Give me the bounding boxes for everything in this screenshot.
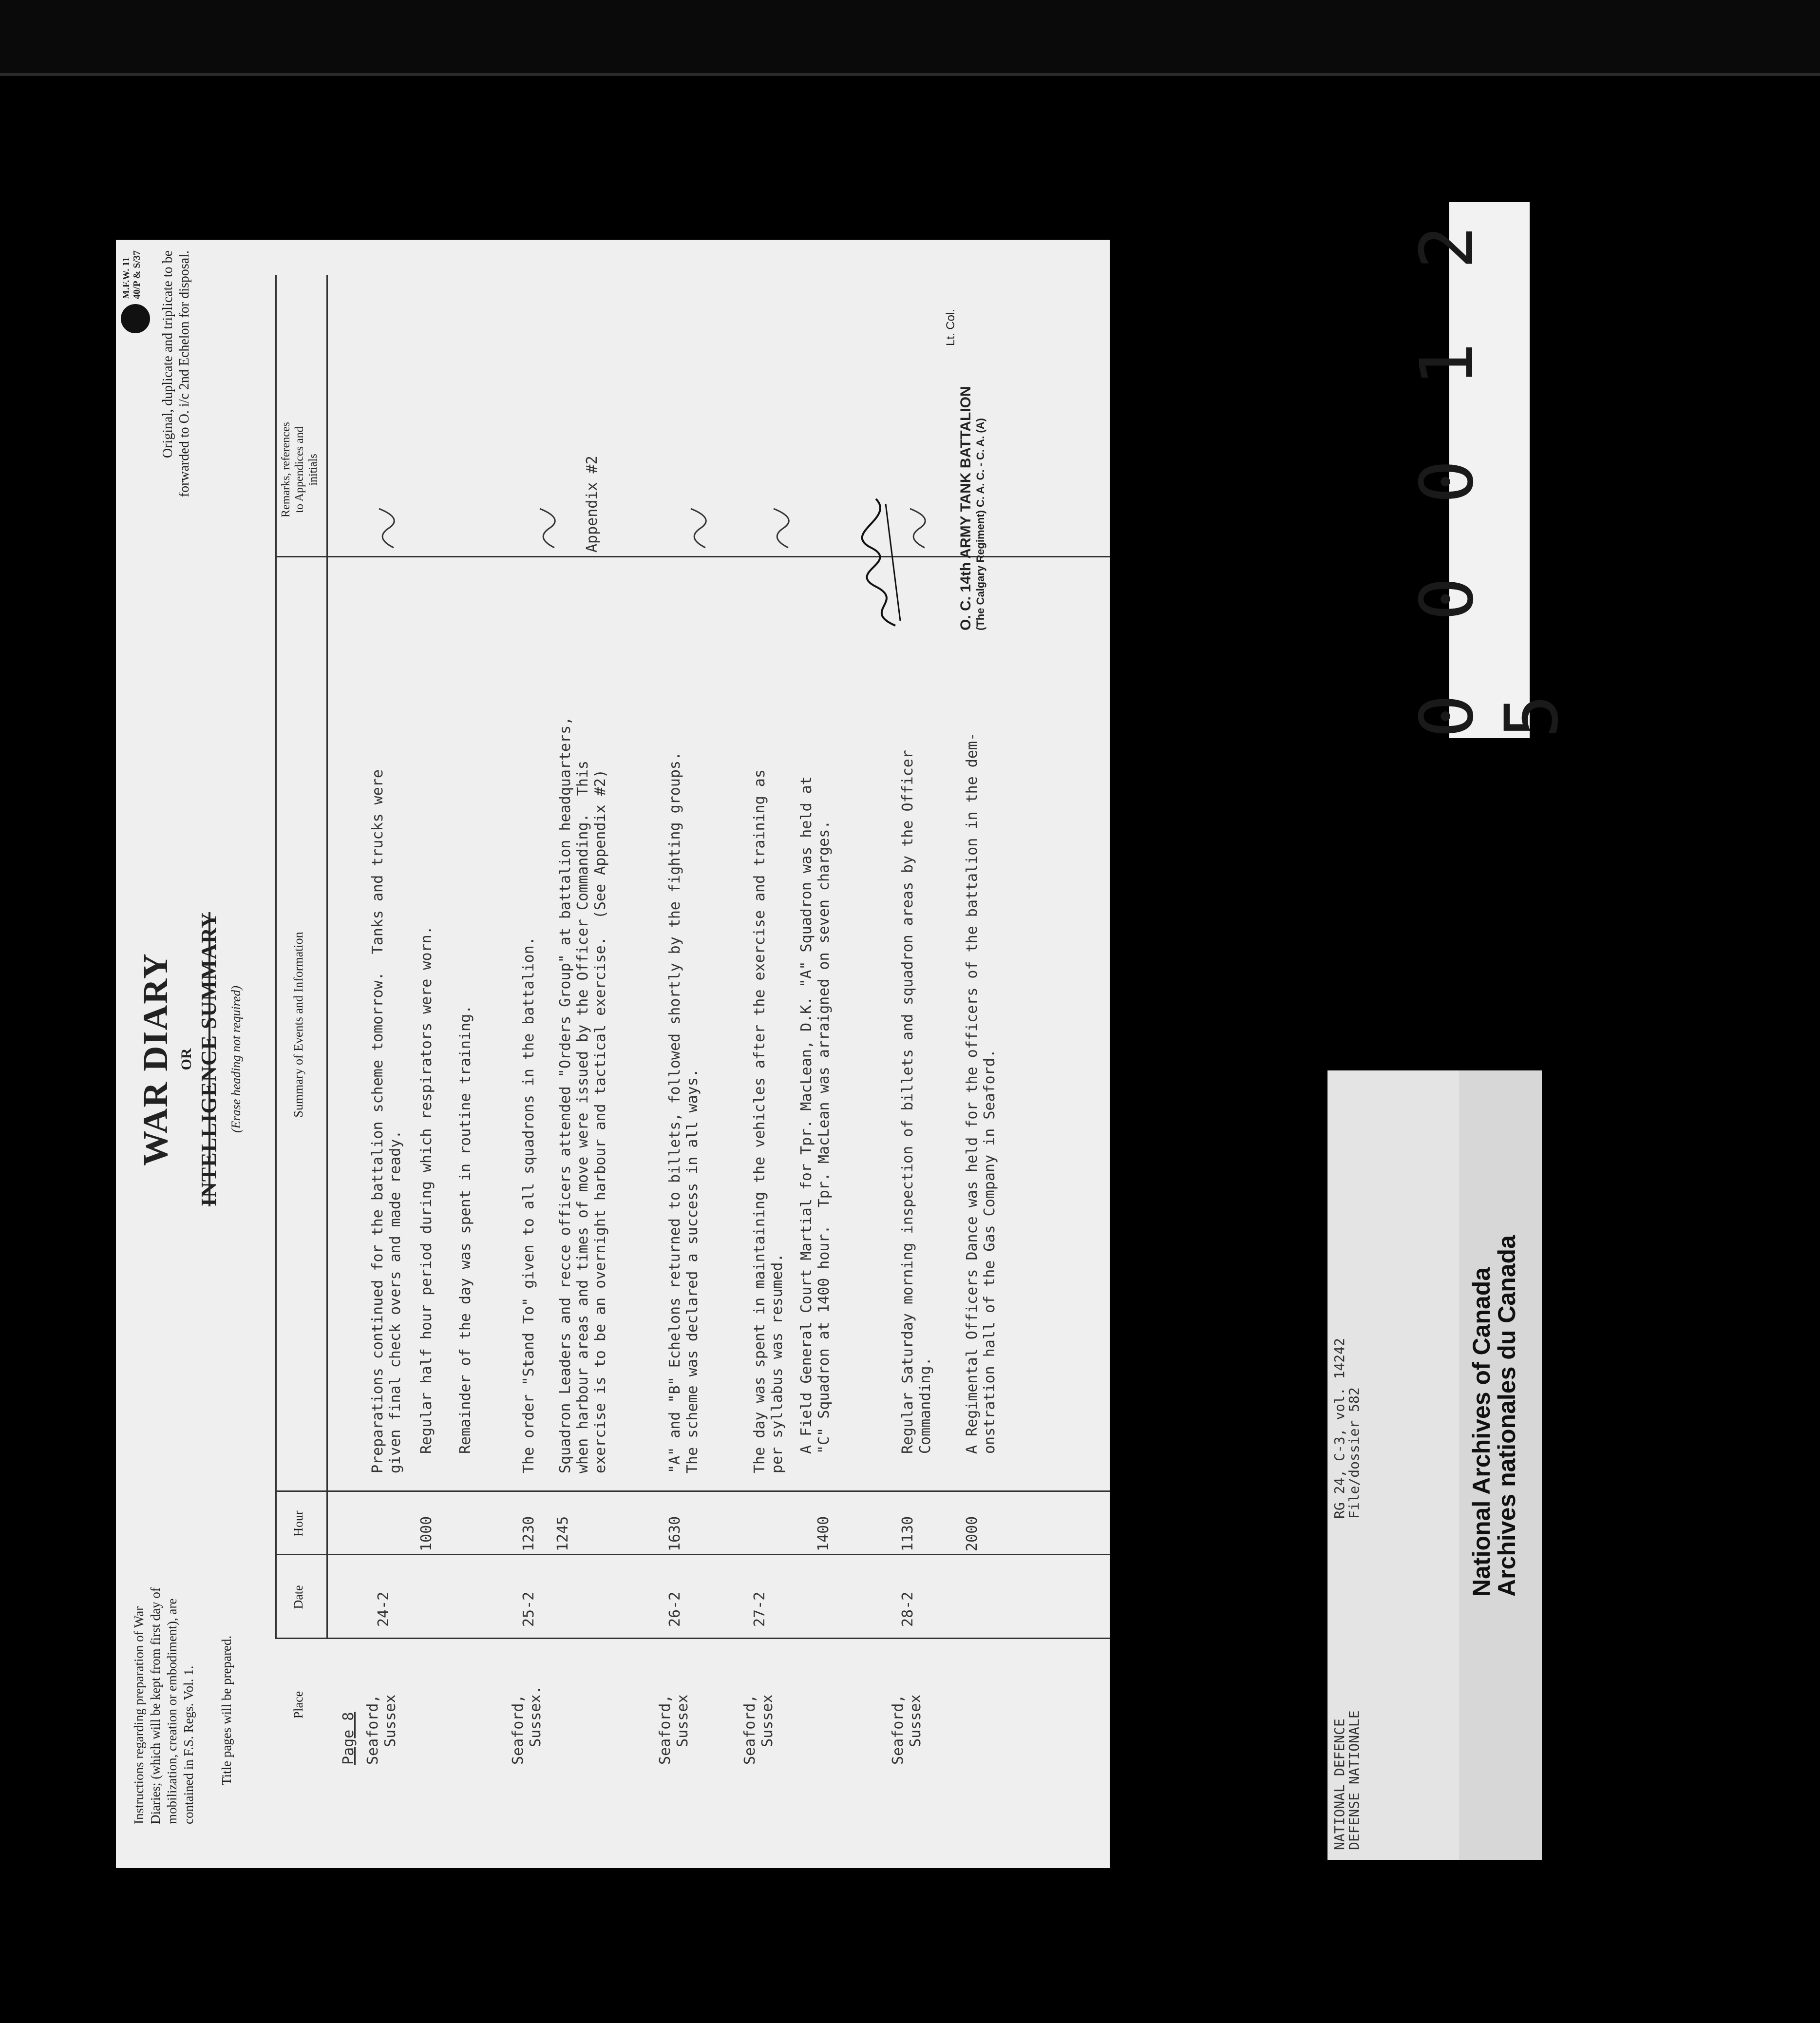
- appendix-reference: Appendix #2: [584, 456, 601, 553]
- initials-mark: [764, 504, 798, 553]
- table-top-line: [275, 275, 277, 1639]
- archive-label-content: [1327, 1070, 1542, 1860]
- hour-entry: 1230: [520, 1516, 537, 1551]
- department-names: [1332, 1710, 1362, 1850]
- commanding-officer-stamp: [944, 260, 987, 630]
- col-remarks-header: Remarks, references to Appendices and initials: [280, 422, 320, 517]
- intelligence-summary-heading: INTELLIGENCE SUMMARY: [197, 912, 221, 1206]
- date-entry: 26-2: [666, 1591, 683, 1627]
- hour-entry: 1130: [899, 1516, 916, 1551]
- hour-entry: 2000: [964, 1516, 981, 1551]
- archive-label: [1327, 1070, 1542, 1860]
- column-divider: [275, 1490, 1110, 1492]
- diary-entry: "A" and "B" Echelons returned to billets, followed shortly by the fighting groups. The scheme was declared a success in all ways.: [666, 751, 701, 1473]
- hour-entry: 1630: [666, 1516, 683, 1551]
- initials-mark: [530, 504, 564, 553]
- archive-names: [1469, 1235, 1519, 1597]
- form-or: OR: [178, 1048, 194, 1070]
- war-diary-form: [116, 240, 1110, 1868]
- initials-mark: [681, 504, 715, 553]
- form-title: WAR DIARY: [136, 953, 175, 1166]
- date-entry: 27-2: [751, 1591, 768, 1627]
- col-hour-header: Hour: [291, 1510, 305, 1537]
- reference-number-strip: [1404, 202, 1574, 738]
- col-date-header: Date: [291, 1585, 305, 1609]
- archives-name-en: National Archives of Canada: [1468, 1267, 1495, 1597]
- department-en: NATIONAL DEFENCE: [1331, 1718, 1347, 1850]
- form-number: M.F.W. 11 40/P & S/37: [121, 250, 142, 299]
- instructions-text: Instructions regarding preparation of War Diaries; (which will be kept from first day of mobilization, creation or embodiment), are contained in F.S. Regs. Vol. 1.: [132, 1587, 196, 1824]
- place-entry: Seaford, Sussex: [657, 1694, 691, 1765]
- reference-line-1: RG 24, C-3, vol. 14242: [1331, 1338, 1347, 1519]
- handwritten-signature: [856, 494, 910, 630]
- initials-mark: [369, 504, 403, 553]
- diary-entry: Preparations continued for the battalion scheme tomorrow. Tanks and trucks were given final check overs and made ready.: [369, 769, 404, 1473]
- col-summary-header: Summary of Events and Information: [291, 932, 305, 1118]
- date-entry: 28-2: [899, 1591, 916, 1627]
- punch-hole-mark: [121, 304, 150, 333]
- diary-entry: Regular Saturday morning inspection of billets and squadron areas by the Officer Commanding.: [899, 750, 934, 1454]
- archives-name-fr: Archives nationales du Canada: [1493, 1235, 1520, 1597]
- original-disposal-note: Original, duplicate and triplicate to be forwarded to O. i/c 2nd Echelon for disposal.: [160, 250, 192, 497]
- diary-entry: The order "Stand To" given to all squadrons in the battalion.: [520, 936, 537, 1473]
- hour-entry: 1245: [554, 1516, 571, 1551]
- record-group-reference: [1332, 1338, 1362, 1519]
- diary-entry: The day was spent in maintaining the vehicles after the exercise and training as per syllabus was resumed.: [751, 769, 786, 1473]
- place-entry: Seaford, Sussex: [364, 1694, 399, 1765]
- place-entry: Seaford, Sussex: [741, 1694, 776, 1765]
- diary-entry: Squadron Leaders and recce officers attended "Orders Group" at battalion headquarters, when harbour areas and times of move were issued by the Officer Commanding. This exercise is to be an overnight harbour and tactical exercise. (See Appendix #2): [557, 716, 609, 1473]
- place-entry: Seaford, Sussex.: [510, 1685, 544, 1765]
- column-divider: [275, 1638, 1110, 1639]
- hour-entry: 1000: [418, 1516, 435, 1551]
- page-label: Page 8: [340, 1712, 357, 1765]
- place-entry: Seaford, Sussex: [890, 1694, 924, 1765]
- reference-number: 0 0 0 1 2 5: [1404, 210, 1574, 738]
- microfilm-top-band: [0, 0, 1820, 76]
- diary-entry: Regular half hour period during which respirators were worn.: [418, 926, 435, 1454]
- signature-unit: O. C. 14th ARMY TANK BATTALION: [958, 386, 974, 630]
- date-entry: 25-2: [520, 1591, 537, 1627]
- header-bottom-line: [326, 275, 328, 1639]
- title-pages-note: Title pages will be prepared.: [219, 1635, 234, 1785]
- form-content: [116, 240, 1110, 1868]
- reference-line-2: File/dossier 582: [1346, 1387, 1362, 1519]
- signature-title: Lt. Col.: [944, 309, 957, 346]
- diary-entry: A Regimental Officers Dance was held for the officers of the battalion in the dem- onstration hall of the Gas Company in Seaford.: [964, 732, 998, 1454]
- hour-entry: 1400: [815, 1516, 832, 1551]
- diary-entry: Remainder of the day was spent in routine training.: [457, 1005, 474, 1454]
- date-entry: 24-2: [375, 1591, 392, 1627]
- department-fr: DEFENSE NATIONALE: [1346, 1710, 1362, 1850]
- signature-regiment: (The Calgary Regiment) C. A. C. - C. A. (A): [974, 418, 986, 630]
- column-divider: [275, 1554, 1110, 1555]
- col-place-header: Place: [291, 1691, 305, 1719]
- erase-heading-note: (Erase heading not required): [229, 985, 243, 1133]
- diary-entry: A Field General Court Martial for Tpr. MacLean, D.K. "A" Squadron was held at "C" Squadron at 1400 hour. Tpr. MacLean was arraigned on seven charges.: [798, 776, 833, 1454]
